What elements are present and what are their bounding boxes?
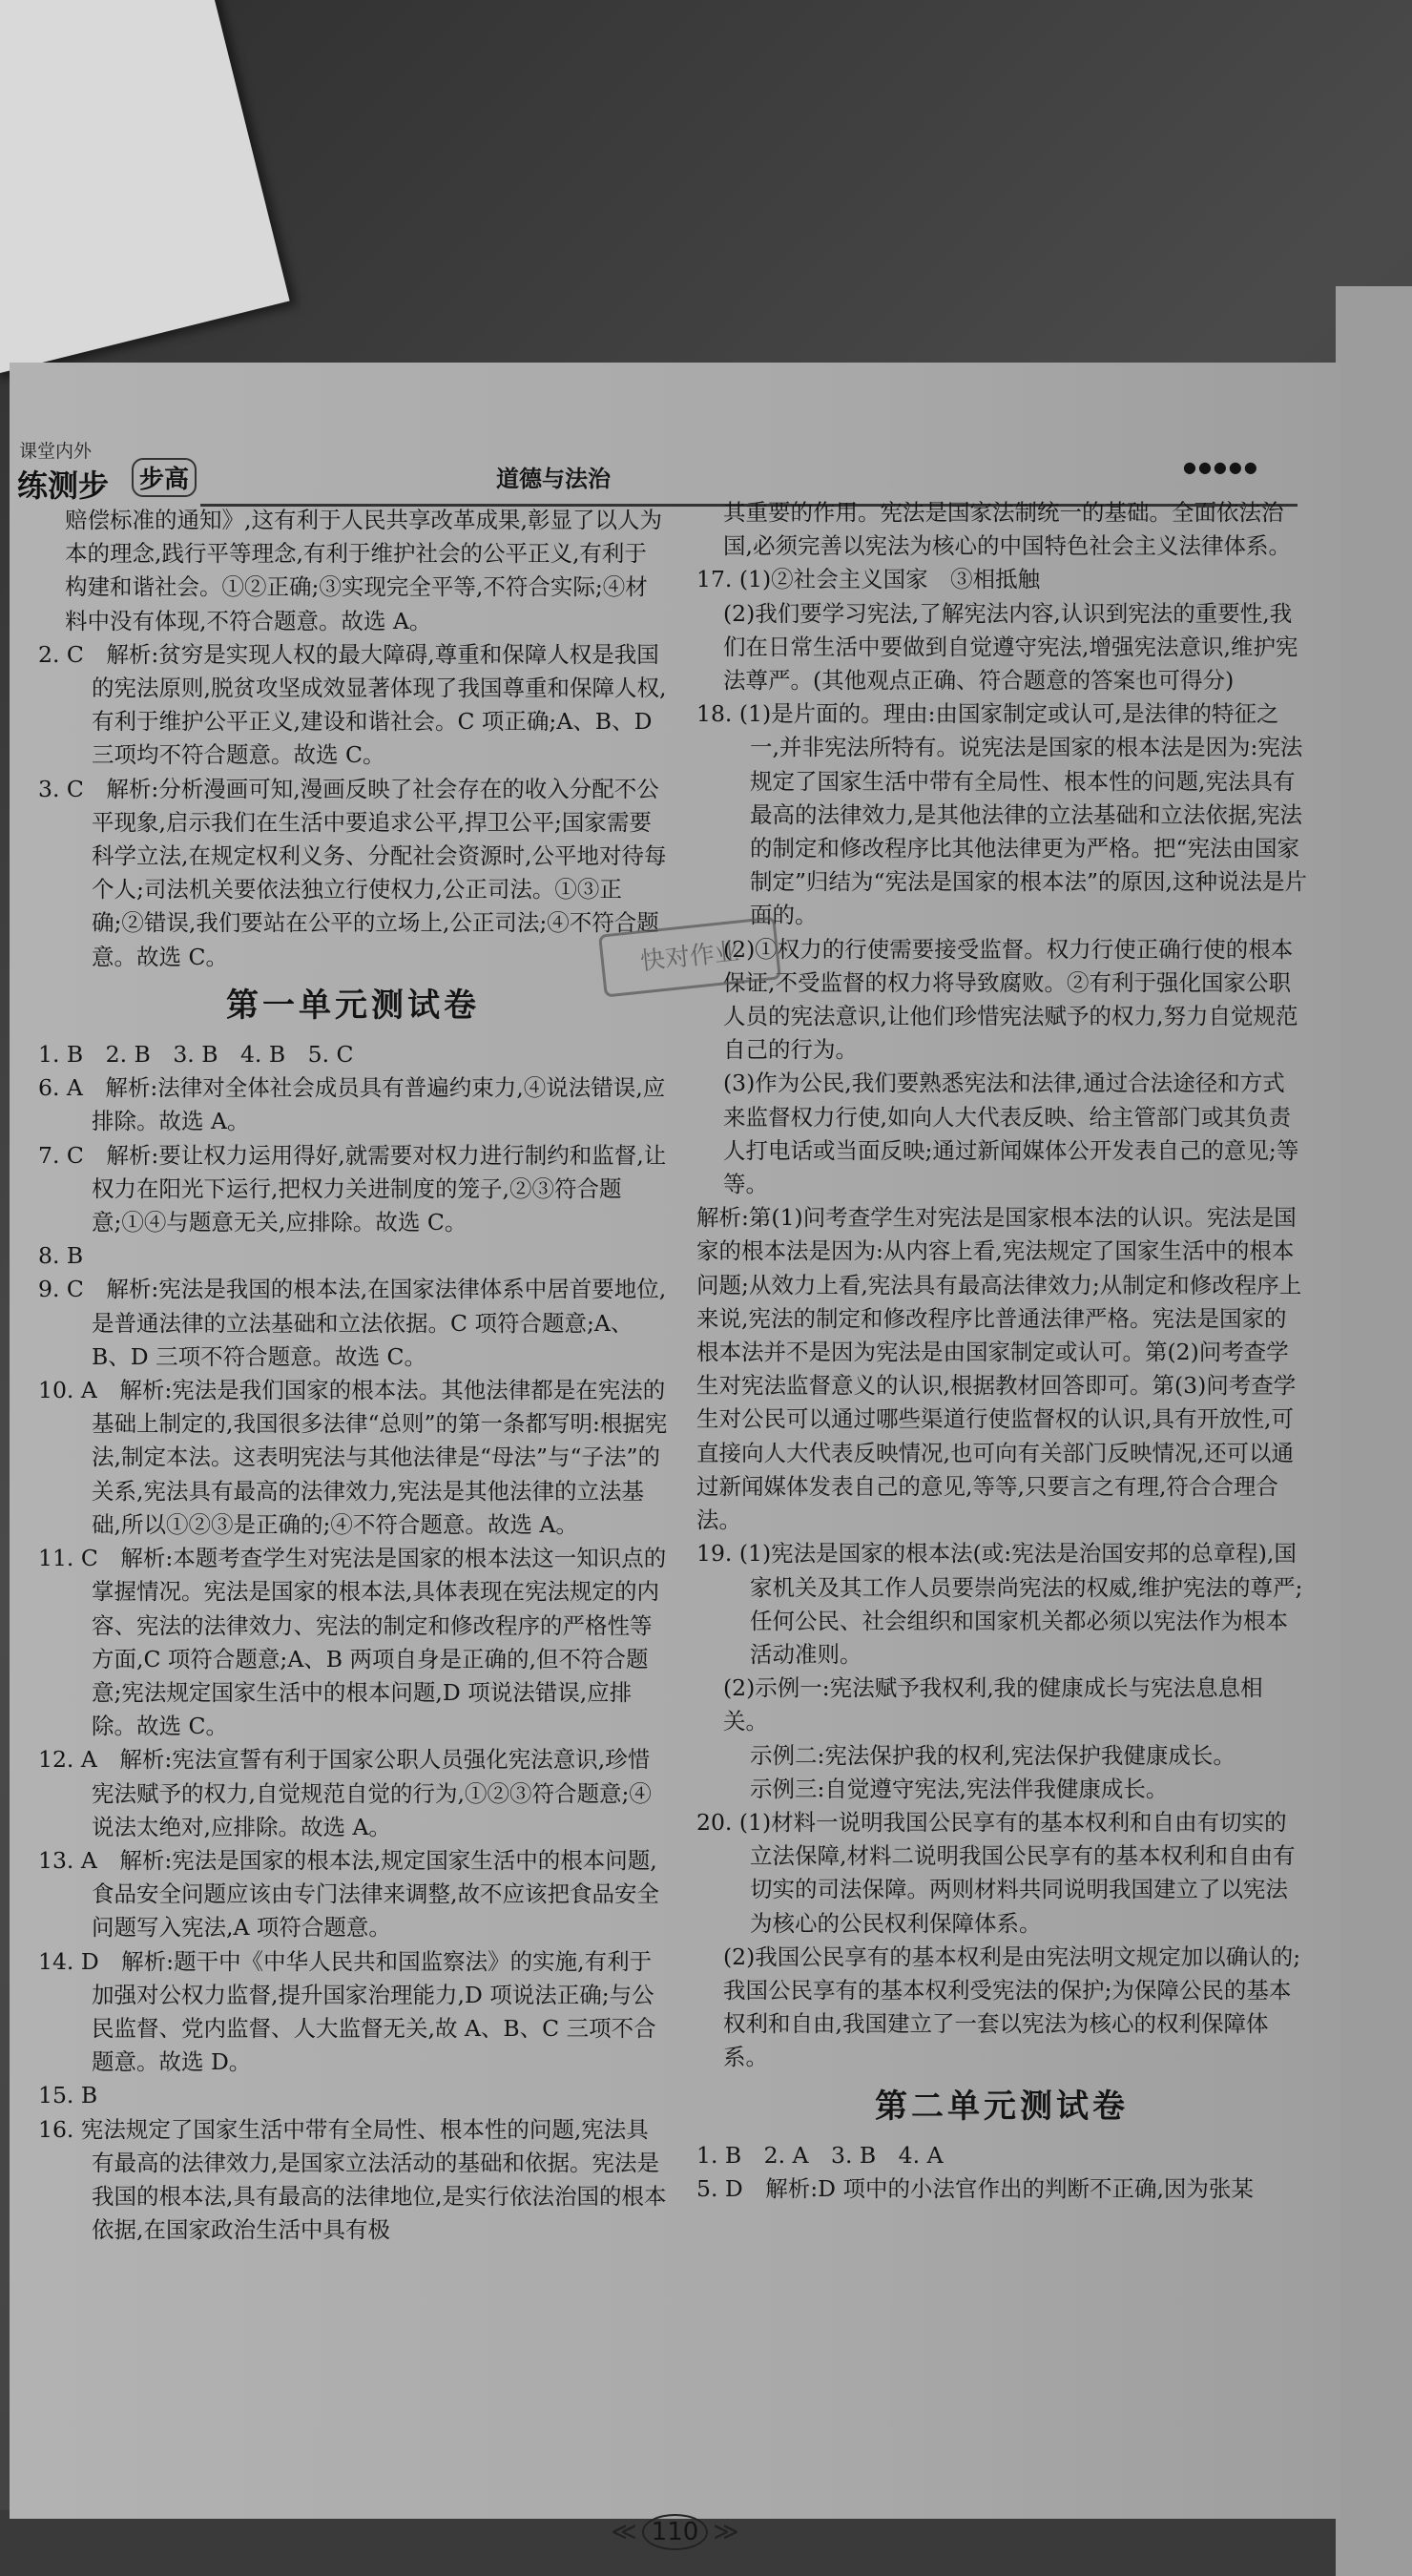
- section-title: 第一单元测试卷: [226, 986, 480, 1025]
- answer-paragraph: (2)我们要学习宪法,了解宪法内容,认识到宪法的重要性,我们在日常生活中要做到自觉遵守宪法,增强宪法意识,维护宪法尊严。(其他观点正确、符合题意的答案也可得分): [723, 599, 1298, 695]
- answer-paragraph: 9. C 解析:宪法是我国的根本法,在国家法律体系中居首要地位,是普通法律的立法基础和立法依据。C 项符合题意;A、B、D 三项不符合题意。故选 C。: [38, 1276, 667, 1370]
- page-number: 110: [642, 2514, 709, 2550]
- answer-paragraph: 2. C 解析:贫穷是实现人权的最大障碍,尊重和保障人权是我国的宪法原则,脱贫攻坚成效显著体现了我国尊重和保障人权,有利于维护公平正义,建设和谐社会。C 项正确;A、B、D 三项均不符合题意。故选 C。: [38, 640, 667, 769]
- brand-top: 课堂内外: [19, 441, 93, 462]
- answer-paragraph: 赔偿标准的通知》,这有利于人民共享改革成果,彰显了以人为本的理念,践行平等理念,有利于维护社会的公平正义,有利于构建和谐社会。①②正确;③实现完全平等,不符合实际;④材料中没有体现,不符合题意。故选 A。: [65, 507, 662, 634]
- answer-paragraph: 20. (1)材料一说明我国公民享有的基本权利和自由有切实的立法保障,材料二说明我国公民享有的基本权利和自由有切实的司法保障。两则材料共同说明我国建立了以宪法为核心的公民权利保障体系。: [696, 1808, 1296, 1937]
- brand-main: 练测步: [17, 467, 110, 504]
- page-footer: [10, 2514, 1340, 2550]
- answer-paragraph: (3)作为公民,我们要熟悉宪法和法律,通过合法途径和方式来监督权力行使,如向人大代表反映、给主管部门或其负责人打电话或当面反映;通过新闻媒体公开发表自己的意见;等等。: [723, 1070, 1299, 1198]
- book-page: [10, 363, 1340, 2546]
- answer-paragraph: 示例三:自觉遵守宪法,宪法伴我健康成长。: [750, 1775, 1169, 1802]
- answer-paragraph: (2)①权力的行使需要接受监督。权力行使正确行使的根本保证,不受监督的权力将导致腐败。②有利于强化国家公职人员的宪法意识,让他们珍惜宪法赋予的权力,努力自觉规范自己的行为。: [723, 935, 1298, 1064]
- header-dots: ●●●●●: [1183, 458, 1259, 476]
- answer-paragraph: 7. C 解析:要让权力运用得好,就需要对权力进行制约和监督,让权力在阳光下运行,把权力关进制度的笼子,②③符合题意;①④与题意无关,应排除。故选 C。: [38, 1141, 667, 1236]
- answer-paragraph: 10. A 解析:宪法是我们国家的根本法。其他法律都是在宪法的基础上制定的,我国很多法律“总则”的第一条都写明:根据宪法,制定本法。这表明宪法与其他法律是“母法”与“子法”的关系,宪法具有最高的法律效力,宪法是其他法律的立法基础,所以①②③是正确的;④不符合题意。故选 A。: [38, 1377, 668, 1538]
- section-title: 第二单元测试卷: [875, 2087, 1129, 2126]
- answer-paragraph: 解析:第(1)问考查学生对宪法是国家根本法的认识。宪法是国家的根本法是因为:从内容上看,宪法规定了国家生活中的根本问题;从效力上看,宪法具有最高法律效力;从制定和修改程序上来说,宪法的制定和修改程序比普通法律严格。宪法是国家的根本法并不是因为宪法是由国家制定或认可。第(2)问考查学生对宪法监督意义的认识,根据教材回答即可。第(3)问考查学生对公民可以通过哪些渠道行使监督权的认识,具有开放性,可直接向人大代表反映情况,也可向有关部门反映情况,还可以通过新闻媒体发表自己的意见,等等,只要言之有理,符合合理合法。: [696, 1204, 1302, 1534]
- answer-paragraph: 17. (1)②社会主义国家 ③相抵触: [696, 566, 1041, 593]
- answer-paragraph: 3. C 解析:分析漫画可知,漫画反映了社会存在的收入分配不公平现象,启示我们在生活中要追求公平,捍卫公平;国家需要科学立法,在规定权利义务、分配社会资源时,公平地对待每个人;司法机关要依法独立行使权力,公正司法。①③正确;②错误,我们要站在公平的立场上,公正司法;④不符合题意。故选 C。: [38, 775, 667, 970]
- answer-paragraph: 1. B 2. B 3. B 4. B 5. C: [38, 1041, 354, 1069]
- answer-paragraph: 其重要的作用。宪法是国家法制统一的基础。全面依法治国,必须完善以宪法为核心的中国特色社会主义法律体系。: [723, 499, 1291, 560]
- brand-badge: 步高: [132, 458, 197, 497]
- adjacent-page: [1336, 286, 1412, 2576]
- answer-paragraph: 6. A 解析:法律对全体社会成员具有普遍约束力,④说法错误,应排除。故选 A。: [38, 1074, 666, 1135]
- answer-paragraph: (2)示例一:宪法赋予我权利,我的健康成长与宪法息息相关。: [723, 1674, 1263, 1735]
- answer-paragraph: 13. A 解析:宪法是国家的根本法,规定国家生活中的根本问题,食品安全问题应该由专门法律来调整,故不应该把食品安全问题写入宪法,A 项符合题意。: [38, 1846, 659, 1942]
- answer-paragraph: 11. C 解析:本题考查学生对宪法是国家的根本法这一知识点的掌握情况。宪法是国家的根本法,具体表现在宪法规定的内容、宪法的法律效力、宪法的制定和修改程序的严格性等方面,C 项符合题意;A、B 两项自身是正确的,但不符合题意;宪法规定国家生活中的根本问题,D 项说法错误,应排除。故选 C。: [38, 1545, 667, 1740]
- left-column: [38, 504, 668, 2247]
- answer-paragraph: 12. A 解析:宪法宣誓有利于国家公职人员强化宪法意识,珍惜宪法赋予的权力,自觉规范自觉的行为,①②③符合题意;④说法太绝对,应排除。故选 A。: [38, 1746, 652, 1840]
- answer-paragraph: 14. D 解析:题干中《中华人民共和国监察法》的实施,有利于加强对公权力监督,提升国家治理能力,D 项说法正确;与公民监督、党内监督、人大监督无关,故 A、B、C 三项不合题意。故选 D。: [38, 1947, 656, 2076]
- footer-flourish-left: ≪: [611, 2518, 637, 2546]
- answer-paragraph: (2)我国公民享有的基本权利是由宪法明文规定加以确认的;我国公民享有的基本权利受宪法的保护;为保障公民的基本权利和自由,我国建立了一套以宪法为核心的权利保障体系。: [723, 1942, 1301, 2071]
- answer-paragraph: 示例二:宪法保护我的权利,宪法保护我健康成长。: [750, 1741, 1236, 1769]
- answer-paragraph: 1. B 2. A 3. B 4. A: [696, 2141, 944, 2169]
- answer-paragraph: 15. B: [38, 2082, 98, 2109]
- answer-paragraph: 18. (1)是片面的。理由:由国家制定或认可,是法律的特征之一,并非宪法所特有。说宪法是国家的根本法是因为:宪法规定了国家生活中带有全局性、根本性的问题,宪法具有最高的法律效力,是其他法律的立法基础和立法依据,宪法的制定和修改程序比其他法律更为严格。把“宪法由国家制定”归结为“宪法是国家的根本法”的原因,这种说法是片面的。: [696, 700, 1308, 929]
- right-column: [696, 496, 1307, 2206]
- subject-title: 道德与法治: [496, 466, 611, 492]
- answer-paragraph: 5. D 解析:D 项中的小法官作出的判断不正确,因为张某: [696, 2174, 1254, 2202]
- watermark-stamp: 快对作业: [598, 916, 781, 997]
- footer-flourish-right: ≫: [713, 2518, 739, 2546]
- answer-paragraph: 19. (1)宪法是国家的根本法(或:宪法是治国安邦的总章程),国家机关及其工作人员要崇尚宪法的权威,维护宪法的尊严;任何公民、社会组织和国家机关都必须以宪法作为根本活动准则。: [696, 1540, 1303, 1668]
- answer-paragraph: 16. 宪法规定了国家生活中带有全局性、根本性的问题,宪法具有最高的法律效力,是国家立法活动的基础和依据。宪法是我国的根本法,具有最高的法律地位,是实行依法治国的根本依据,在国家政治生活中具有极: [38, 2115, 667, 2244]
- answer-paragraph: 8. B: [38, 1242, 84, 1270]
